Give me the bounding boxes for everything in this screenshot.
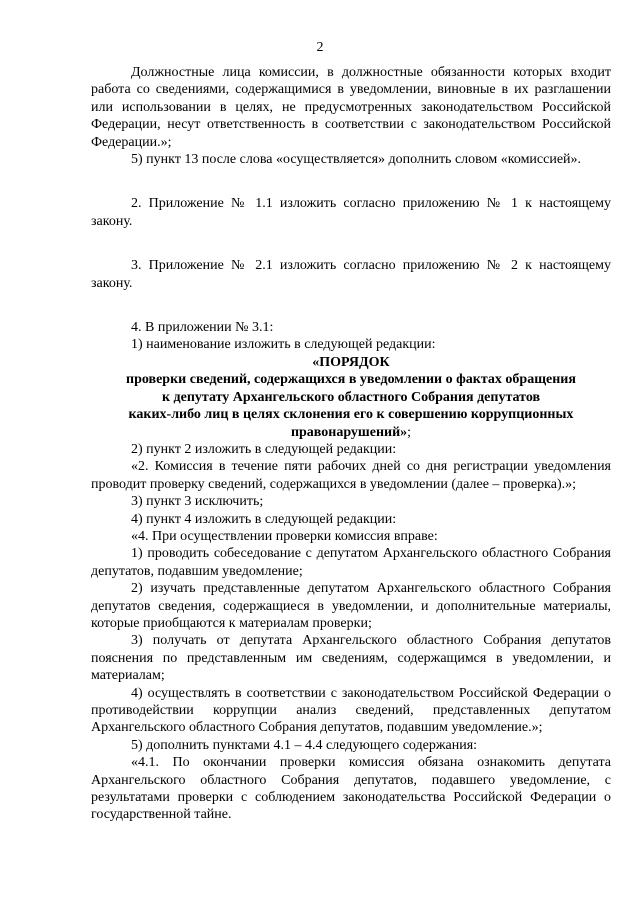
heading-poryadok: «ПОРЯДОК	[312, 354, 390, 370]
heading-line-2: к депутату Архангельского областного Собрания депутатов	[161, 389, 541, 405]
paragraph-point-4-edit: 4) пункт 4 изложить в следующей редакции:	[131, 511, 397, 527]
heading-line-1: проверки сведений, содержащихся в уведомлении о фактах обращения	[126, 372, 576, 388]
paragraph-add-points: 5) дополнить пунктами 4.1 – 4.4 следующего содержания:	[131, 737, 478, 753]
heading-line-4	[91, 424, 611, 441]
paragraph-name-edit: 1) наименование изложить в следующей редакции:	[131, 337, 436, 353]
heading-line-3: каких-либо лиц в целях склонения его к совершению коррупционных	[128, 407, 574, 423]
paragraph-appendix-1-1: 2. Приложение № 1.1 изложить согласно приложению № 1 к настоящему закону.	[91, 196, 611, 229]
heading-line-4-suffix: ;	[407, 424, 412, 440]
paragraph-point-2-text: «2. Комиссия в течение пяти рабочих дней со дня регистрации уведомления проводит проверку сведений, содержащихся в уведомлении (далее – проверка).»;	[91, 459, 611, 492]
paragraph-subitem-3: 3) получать от депутата Архангельского областного Собрания депутатов пояснения по представленным им сведениям, содержащимся в уведомлении, и материалам;	[91, 633, 611, 684]
paragraph-subitem-1: 1) проводить собеседование с депутатом Архангельского областного Собрания депутатов, подавшим уведомление;	[91, 546, 611, 579]
paragraph-item-5: 5) пункт 13 после слова «осуществляется» дополнить словом «комиссией».	[131, 152, 582, 168]
spacer	[91, 168, 611, 195]
paragraph-point-2-edit: 2) пункт 2 изложить в следующей редакции:	[131, 441, 397, 457]
paragraph-appendix-2-1: 3. Приложение № 2.1 изложить согласно приложению № 2 к настоящему закону.	[91, 258, 611, 291]
paragraph-appendix-3-1: 4. В приложении № 3.1:	[131, 320, 274, 336]
spacer	[91, 292, 611, 319]
paragraph-officials-liability: Должностные лица комиссии, в должностные обязанности которых входит работа со сведениями, содержащимися в уведомлении, виновные в их разглашении или использовании в целях, не предусмотренных законодательством Российской Федерации, несут ответственность в соответствии с законодательством Российской Федерации.»;	[91, 65, 611, 150]
document-body	[91, 64, 611, 824]
paragraph-subitem-2: 2) изучать представленные депутатом Архангельского областного Собрания депутатов сведения, содержащиеся в уведомлении, и дополнительные материалы, которые приобщаются к материалам проверки;	[91, 581, 611, 631]
spacer	[91, 230, 611, 257]
heading-line-4-bold: правонарушений»	[290, 424, 408, 440]
paragraph-point-4-text: «4. При осуществлении проверки комиссия вправе:	[131, 528, 438, 544]
paragraph-point-3-remove: 3) пункт 3 исключить;	[131, 494, 264, 510]
page-number: 2	[316, 40, 324, 55]
paragraph-point-4-1: «4.1. По окончании проверки комиссия обязана ознакомить депутата Архангельского областного Собрания депутатов, подавшего уведомление, с результатами проверки с соблюдением законодательства Российской Федерации о государственной тайне.	[91, 755, 611, 823]
paragraph-subitem-4: 4) осуществлять в соответствии с законодательством Российской Федерации о противодействии коррупции анализ сведений, представленных депутатом Архангельского областного Собрания депутатов, подавшим уведомление.»;	[91, 685, 611, 736]
